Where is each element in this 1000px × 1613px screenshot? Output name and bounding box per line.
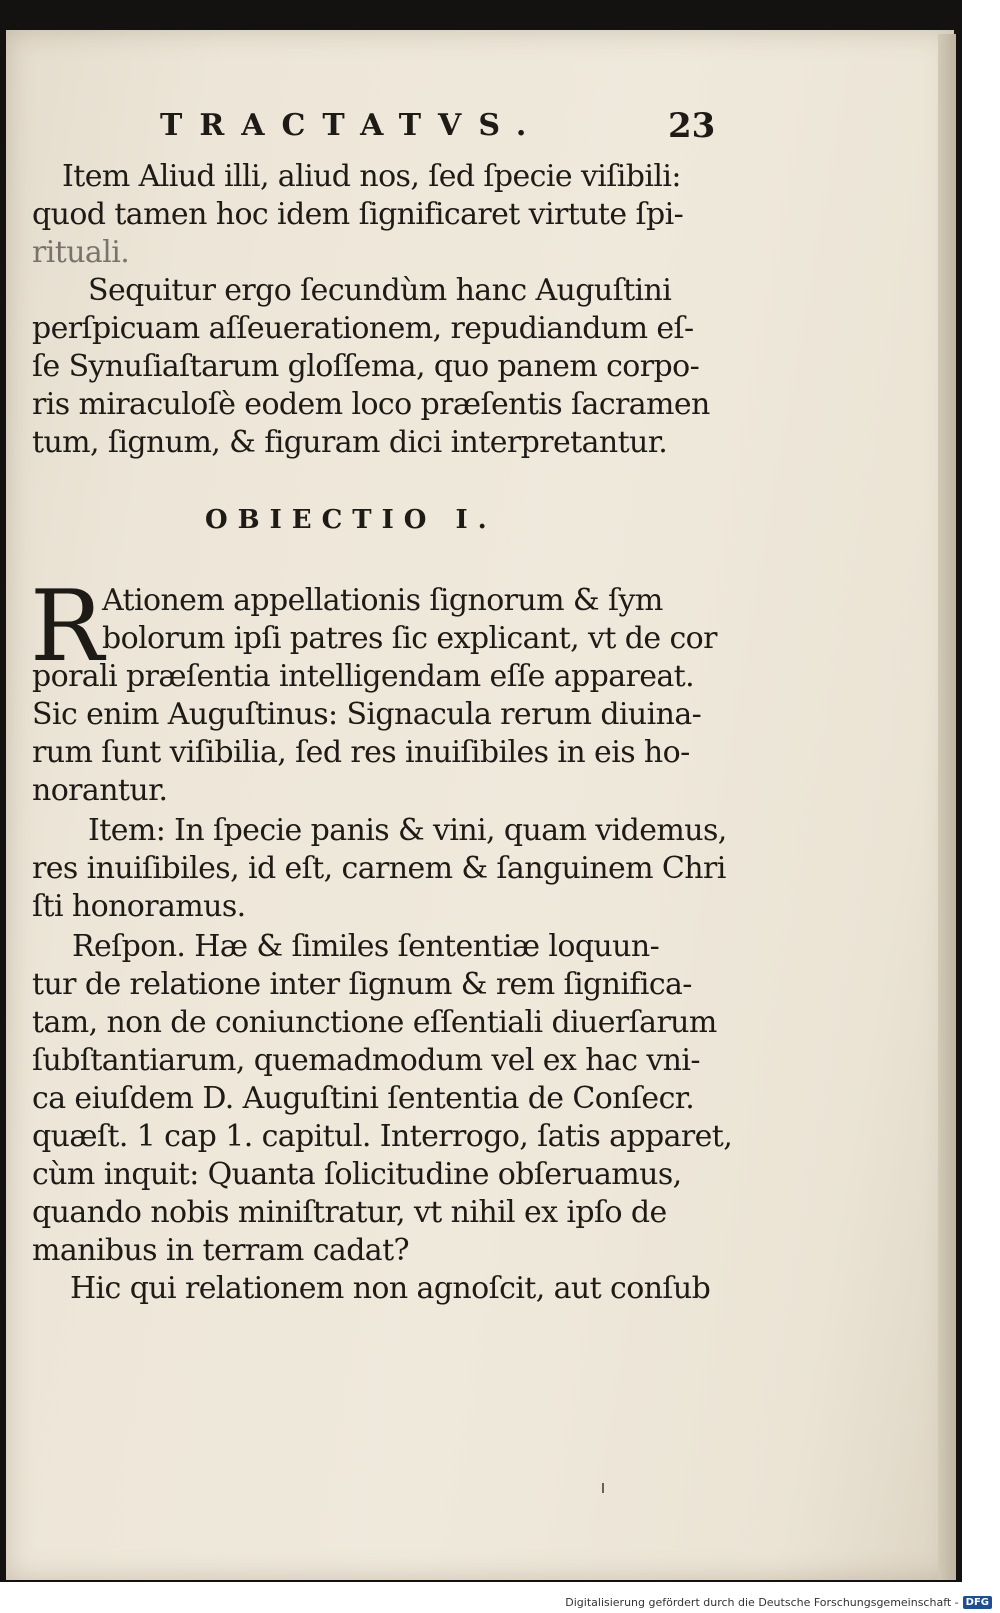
text-line: quando nobis miniſtratur, vt nihil ex ipſo de: [32, 1195, 667, 1230]
text-line: Sic enim Auguſtinus: Signacula rerum diuina-: [32, 697, 702, 732]
text-line: Ationem appellationis ſignorum & ſym: [102, 583, 663, 618]
text-line: tam, non de coniunctione eſſentiali diuerſarum: [32, 1005, 717, 1040]
text-line: tur de relatione inter ſignum & rem ſignifica-: [32, 967, 692, 1002]
text-line: Item: In ſpecie panis & vini, quam videmus,: [88, 813, 727, 848]
text-line: tum, ſignum, & figuram dici interpretantur.: [32, 425, 668, 460]
text-line: ris miraculoſè eodem loco præſentis ſacramen: [32, 387, 710, 422]
credit-text: Digitalisierung gefördert durch die Deutsche Forschungsgemeinschaft -: [565, 1596, 959, 1609]
text-line: Item Aliud illi, aliud nos, ſed ſpecie viſibili:: [62, 159, 681, 194]
text-line: Hic qui relationem non agnoſcit, aut conſub: [70, 1271, 711, 1306]
text-line: ſubſtantiarum, quemadmodum vel ex hac vni-: [32, 1043, 700, 1078]
section-heading: OBIECTIO I.: [205, 505, 497, 535]
text-line: Reſpon. Hæ & ſimiles ſententiæ loquun-: [72, 929, 660, 964]
text-line: porali præſentia intelligendam eſſe appareat.: [32, 659, 695, 694]
text-line: perſpicuam aſſeuerationem, repudiandum eſ-: [32, 311, 694, 346]
text-line: norantur.: [32, 773, 168, 808]
digitization-credit: [565, 1596, 992, 1609]
text-line: rum ſunt viſibilia, ſed res inuiſibiles in eis ho-: [32, 735, 690, 770]
text-line: cùm inquit: Quanta ſolicitudine obſeruamus,: [32, 1157, 682, 1192]
text-line: ca eiuſdem D. Auguſtini ſententia de Conſecr.: [32, 1081, 695, 1116]
text-line: res inuiſibiles, id eſt, carnem & ſanguinem Chri: [32, 851, 726, 886]
text-line: bolorum ipſi patres ſic explicant, vt de cor: [102, 621, 717, 656]
drop-cap: R: [30, 570, 104, 684]
text-line: rituali.: [32, 235, 130, 270]
page-mark: [602, 1483, 604, 1493]
text-line: manibus in terram cadat?: [32, 1233, 410, 1268]
page-edge: [938, 34, 956, 1580]
text-line: quod tamen hoc idem ſignificaret virtute ſpi-: [32, 197, 684, 232]
text-line: ſe Synuſiaſtarum gloſſema, quo panem corpo-: [32, 349, 700, 384]
text-line: ſti honoramus.: [32, 889, 246, 924]
page-number: 23: [668, 106, 716, 146]
text-line: Sequitur ergo ſecundùm hanc Auguſtini: [88, 273, 672, 308]
running-head: TRACTATVS.: [160, 108, 544, 143]
dfg-logo: DFG: [963, 1596, 992, 1609]
text-line: quæſt. 1 cap 1. capitul. Interrogo, ſatis apparet,: [32, 1119, 733, 1154]
